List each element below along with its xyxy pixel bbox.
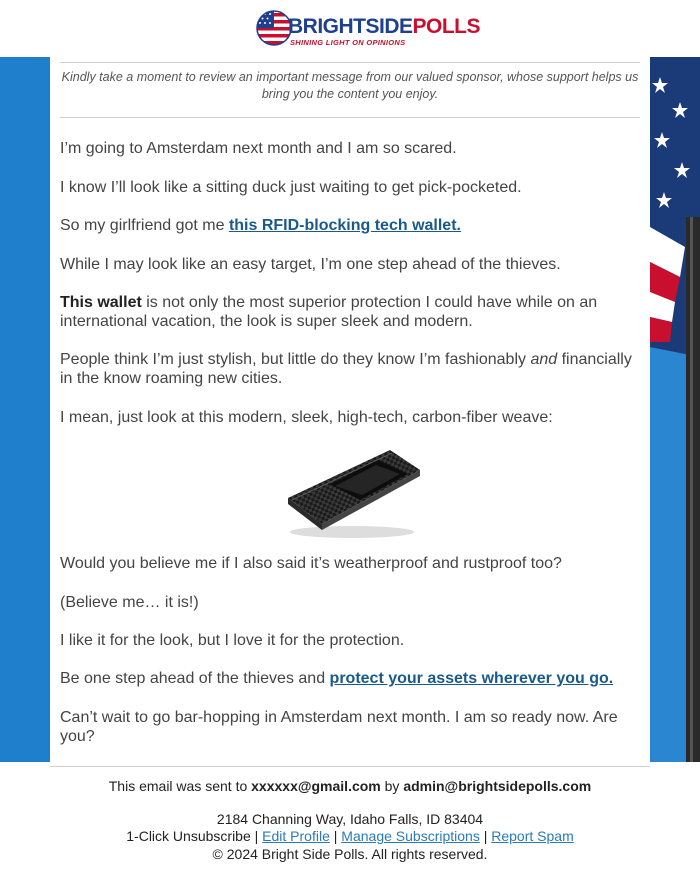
american-flag-icon <box>650 57 700 762</box>
wallet-link-1[interactable]: this RFID-blocking tech wallet. <box>228 217 461 234</box>
manage-subscriptions-link[interactable]: Manage Subscriptions <box>341 828 480 844</box>
paragraph-2: I know I’ll look like a sitting duck just waiting to get pick-pocketed. <box>60 179 522 196</box>
paragraph-12: Can’t wait to go bar-hopping in Amsterdam next month. I am so ready now. Are you? <box>60 709 618 745</box>
footer-sent-mid: by <box>380 778 404 794</box>
footer-sep-1: | <box>250 828 263 844</box>
this-wallet-bold: This wallet <box>60 294 142 311</box>
paragraph-9: (Believe me… it is!) <box>60 594 199 611</box>
carbon-fiber-wallet-image[interactable] <box>280 440 422 540</box>
paragraph-5 <box>60 293 640 331</box>
report-spam-link[interactable]: Report Spam <box>491 828 574 844</box>
paragraph-8: Would you believe me if I also said it’s weatherproof and rustproof too? <box>60 555 562 572</box>
brand-logo[interactable] <box>255 7 481 51</box>
brand-name <box>288 16 480 38</box>
paragraph-10: I like it for the look, but I love it for the protection. <box>60 632 405 649</box>
divider <box>60 117 640 118</box>
background-left <box>0 57 50 762</box>
footer-recipient: xxxxxx@gmail.com <box>251 778 381 794</box>
footer-sep-3: | <box>479 828 492 844</box>
brand-name-part-a: BRIGHTSIDE <box>288 15 413 38</box>
paragraph-6 <box>60 350 640 388</box>
paragraph-4: While I may look like an easy target, I’m one step ahead of the thieves. <box>60 256 561 273</box>
footer-links <box>0 828 700 845</box>
paragraph-11-text: Be one step ahead of the thieves and <box>60 670 330 687</box>
footer-sent-line <box>0 778 700 795</box>
paragraph-1: I’m going to Amsterdam next month and I am so scared. <box>60 140 457 157</box>
footer-address: 2184 Channing Way, Idaho Falls, ID 83404 <box>216 811 484 827</box>
edit-profile-link[interactable]: Edit Profile <box>262 828 330 844</box>
wallet-link-2[interactable]: protect your assets wherever you go. <box>329 670 614 687</box>
paragraph-6-text-b: financially in the know roaming new cities. <box>60 351 632 387</box>
footer-sent-pre: This email was sent to <box>108 778 252 794</box>
paragraph-6-emphasis: and <box>530 351 558 368</box>
sponsor-note: Kindly take a moment to review an important message from our valued sponsor, whose support helps us bring you the content you enjoy. <box>60 62 640 103</box>
paragraph-6-text-a: People think I’m just stylish, but little do they know I’m fashionably <box>60 351 531 368</box>
unsubscribe-text[interactable]: 1-Click Unsubscribe <box>126 828 251 844</box>
footer-divider <box>50 766 650 767</box>
brand-name-part-b: POLLS <box>412 15 481 38</box>
paragraph-3 <box>60 216 640 235</box>
email-header <box>0 0 700 57</box>
footer-sep-2: | <box>329 828 342 844</box>
paragraph-11 <box>60 669 640 688</box>
footer-sender: admin@brightsidepolls.com <box>403 778 592 794</box>
paragraph-3-text: So my girlfriend got me <box>60 217 229 234</box>
footer-copyright: © 2024 Bright Side Polls. All rights reserved. <box>212 846 488 862</box>
paragraph-7: I mean, just look at this modern, sleek, high-tech, carbon-fiber weave: <box>60 409 553 426</box>
brand-tagline: SHINING LIGHT ON OPINIONS <box>290 38 406 47</box>
background-right-flag <box>650 57 700 762</box>
paragraph-5-text: is not only the most superior protection I could have while on an international vacation, the look is super sleek and modern. <box>60 294 598 330</box>
